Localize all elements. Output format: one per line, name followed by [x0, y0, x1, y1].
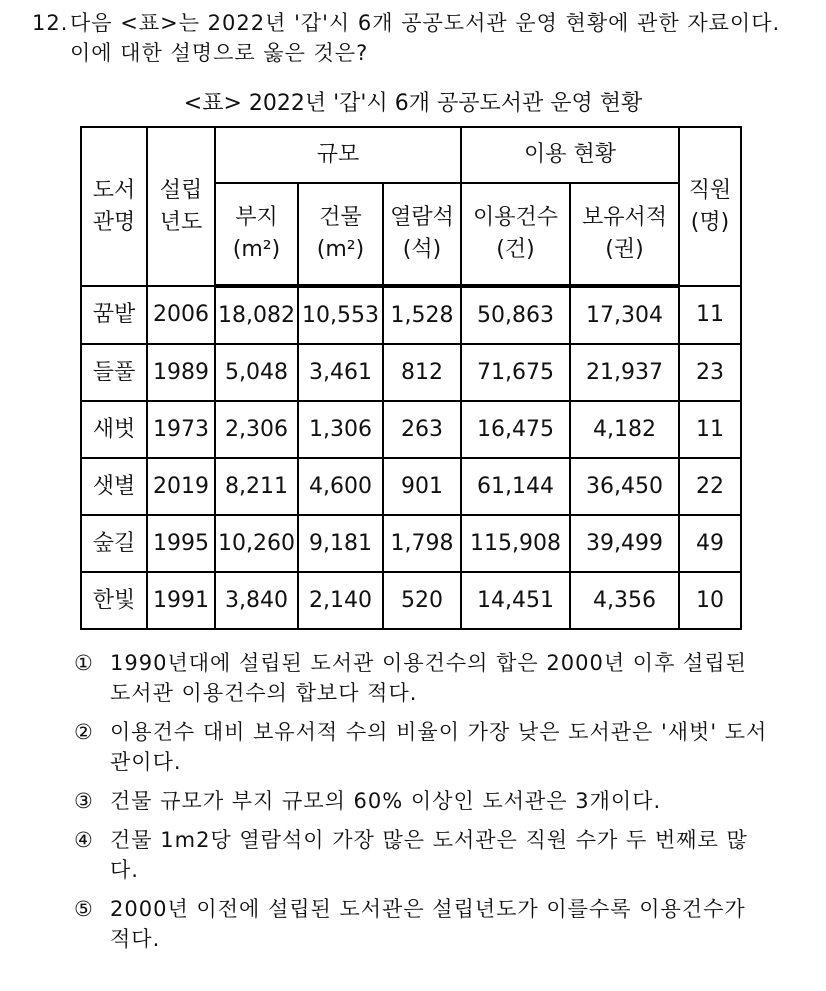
option-text: 건물 규모가 부지 규모의 60% 이상인 도서관은 3개이다.	[110, 789, 662, 813]
table-cell: 61,144	[461, 458, 570, 515]
table-cell: 한빛	[81, 572, 147, 629]
table-cell: 115,908	[461, 515, 570, 572]
table-cell: 1,306	[298, 401, 383, 458]
table-cell: 2019	[147, 458, 215, 515]
table-cell: 1991	[147, 572, 215, 629]
table-caption: <표> 2022년 '갑'시 6개 공공도서관 운영 현황	[183, 91, 643, 116]
table-cell: 11	[679, 286, 741, 344]
header-building: 건물 (m²)	[298, 183, 383, 286]
header-uses: 이용건수 (건)	[461, 183, 570, 286]
table-cell: 새벗	[81, 401, 147, 458]
table-cell: 1989	[147, 344, 215, 401]
header-usage: 이용 현황	[461, 127, 679, 183]
table-cell: 꿈밭	[81, 286, 147, 344]
answer-option[interactable]	[74, 825, 774, 885]
table-cell: 10,260	[215, 515, 298, 572]
answer-options	[74, 648, 774, 963]
table-cell: 10,553	[298, 286, 383, 344]
table-cell: 18,082	[215, 286, 298, 344]
table-cell: 샛별	[81, 458, 147, 515]
table-cell: 21,937	[570, 344, 679, 401]
option-marker: ②	[74, 720, 94, 744]
table-cell: 1973	[147, 401, 215, 458]
option-text: 1990년대에 설립된 도서관 이용건수의 합은 2000년 이후 설립된 도서관 이용건수의 합보다 적다.	[110, 651, 747, 705]
header-year: 설립 년도	[147, 127, 215, 286]
option-text: 2000년 이전에 설립된 도서관은 설립년도가 이를수록 이용건수가 적다.	[110, 897, 746, 951]
table-cell: 49	[679, 515, 741, 572]
table-cell: 17,304	[570, 286, 679, 344]
option-text: 이용건수 대비 보유서적 수의 비율이 가장 낮은 도서관은 '새벗' 도서관이다.	[110, 720, 768, 774]
table-cell: 8,211	[215, 458, 298, 515]
header-seats: 열람석 (석)	[383, 183, 461, 286]
table-row	[81, 515, 741, 572]
answer-option[interactable]	[74, 786, 774, 816]
table-cell: 4,600	[298, 458, 383, 515]
table-row	[81, 572, 741, 629]
table-cell: 901	[383, 458, 461, 515]
table-cell: 3,461	[298, 344, 383, 401]
table-cell: 2006	[147, 286, 215, 344]
table-cell: 23	[679, 344, 741, 401]
table-cell: 263	[383, 401, 461, 458]
table-cell: 36,450	[570, 458, 679, 515]
table-cell: 4,182	[570, 401, 679, 458]
table-cell: 2,306	[215, 401, 298, 458]
table-cell: 1995	[147, 515, 215, 572]
table-cell: 16,475	[461, 401, 570, 458]
table-cell: 2,140	[298, 572, 383, 629]
table-cell: 22	[679, 458, 741, 515]
header-scale: 규모	[215, 127, 461, 183]
table-cell: 11	[679, 401, 741, 458]
option-marker: ④	[74, 828, 94, 852]
header-name: 도서 관명	[81, 127, 147, 286]
option-text: 건물 1m2당 열람석이 가장 많은 도서관은 직원 수가 두 번째로 많다.	[110, 828, 748, 882]
table-cell: 5,048	[215, 344, 298, 401]
table-cell: 들풀	[81, 344, 147, 401]
table-cell: 9,181	[298, 515, 383, 572]
header-land: 부지 (m²)	[215, 183, 298, 286]
option-marker: ⑤	[74, 897, 94, 921]
table-cell: 812	[383, 344, 461, 401]
table-cell: 숲길	[81, 515, 147, 572]
answer-option[interactable]	[74, 648, 774, 708]
table-cell: 1,798	[383, 515, 461, 572]
table-cell: 50,863	[461, 286, 570, 344]
table-cell: 14,451	[461, 572, 570, 629]
question-text: 다음 <표>는 2022년 '갑'시 6개 공공도서관 운영 현황에 관한 자료이다. 이에 대한 설명으로 옳은 것은?	[70, 11, 781, 65]
library-table	[80, 126, 742, 630]
question	[32, 8, 792, 68]
table-cell: 1,528	[383, 286, 461, 344]
table-cell: 3,840	[215, 572, 298, 629]
question-number: 12.	[32, 11, 69, 35]
table-cell: 520	[383, 572, 461, 629]
answer-option[interactable]	[74, 717, 774, 777]
table-cell: 10	[679, 572, 741, 629]
header-books: 보유서적 (권)	[570, 183, 679, 286]
option-marker: ①	[74, 651, 94, 675]
table-row	[81, 458, 741, 515]
header-staff: 직원 (명)	[679, 127, 741, 286]
table-cell: 71,675	[461, 344, 570, 401]
table-cell: 4,356	[570, 572, 679, 629]
answer-option[interactable]	[74, 894, 774, 954]
table-row	[81, 401, 741, 458]
table-row	[81, 344, 741, 401]
option-marker: ③	[74, 789, 94, 813]
table-cell: 39,499	[570, 515, 679, 572]
table-row	[81, 286, 741, 344]
